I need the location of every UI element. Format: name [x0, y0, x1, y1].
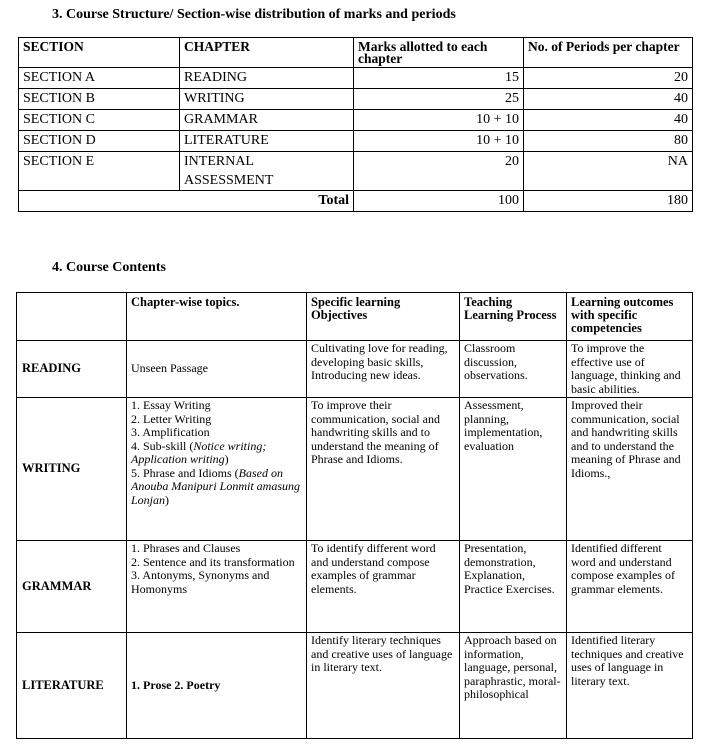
table-row	[19, 68, 693, 89]
table-row	[17, 341, 693, 398]
topic-text-italic: Notice writing; Application writing	[131, 438, 267, 466]
chapter-line: INTERNAL	[184, 154, 254, 169]
topics-cell: 1. Prose 2. Poetry	[127, 633, 307, 739]
periods-cell: 40	[524, 110, 693, 131]
total-label: Total	[19, 191, 354, 212]
chapter-line: ASSESSMENT	[184, 173, 274, 188]
topic-text: 4. Sub-skill (	[131, 438, 194, 453]
section-cell: SECTION E	[19, 152, 180, 191]
table-row	[19, 131, 693, 152]
chapter-cell: GRAMMAR	[180, 110, 354, 131]
table-header-row	[17, 293, 693, 341]
table-row	[17, 633, 693, 739]
column-header-section: SECTION	[19, 38, 180, 68]
chapter-cell: WRITING	[180, 89, 354, 110]
periods-cell: 20	[524, 68, 693, 89]
objectives-cell: Identify literary techniques and creative uses of language in literary text.	[307, 633, 460, 739]
column-header-marks: Marks allotted to each chapter	[354, 38, 524, 68]
chapter-cell	[180, 152, 354, 191]
marks-cell: 10 + 10	[354, 110, 524, 131]
total-marks: 100	[354, 191, 524, 212]
periods-cell: NA	[524, 152, 693, 191]
total-row	[19, 191, 693, 212]
objectives-cell: To identify different word and understand compose examples of grammar elements.	[307, 541, 460, 633]
table-row	[19, 110, 693, 131]
topic-item: 3. Antonyms, Synonyms and Homonyms	[131, 568, 270, 596]
column-header-chapter: CHAPTER	[180, 38, 354, 68]
section-label-literature: LITERATURE	[17, 633, 127, 739]
table-row	[17, 541, 693, 633]
table-row	[19, 152, 693, 191]
topic-item	[131, 467, 302, 508]
process-cell: Assessment, planning, implementation, evaluation	[460, 398, 567, 541]
topics-cell	[127, 541, 307, 633]
section-cell: SECTION B	[19, 89, 180, 110]
table-header-row	[19, 38, 693, 68]
column-header-process: Teaching Learning Process	[460, 293, 567, 341]
column-header-blank	[17, 293, 127, 341]
marks-cell: 10 + 10	[354, 131, 524, 152]
topic-text-italic: Based on Anouba Manipuri Lonmit amasung Lonjan	[131, 465, 301, 507]
column-header-periods: No. of Periods per chapter	[524, 38, 693, 68]
column-header-outcomes: Learning outcomes with specific competencies	[567, 293, 693, 341]
section-cell: SECTION C	[19, 110, 180, 131]
table-row	[17, 398, 693, 541]
outcomes-cell: Identified different word and understand compose examples of grammar elements.	[567, 541, 693, 633]
column-header-topics: Chapter-wise topics.	[127, 293, 307, 341]
periods-cell: 80	[524, 131, 693, 152]
total-periods: 180	[524, 191, 693, 212]
section-3-heading: 3. Course Structure/ Section-wise distribution of marks and periods	[52, 7, 456, 22]
section-4-heading: 4. Course Contents	[52, 260, 166, 275]
periods-cell: 40	[524, 89, 693, 110]
section-cell: SECTION D	[19, 131, 180, 152]
outcomes-cell: Improved their communication, social and handwriting skills and to understand the meaning of Phrase and Idioms.,	[567, 398, 693, 541]
section-label-grammar: GRAMMAR	[17, 541, 127, 633]
topics-cell: Unseen Passage	[127, 341, 307, 398]
topic-item: 1. Phrases and Clauses	[131, 541, 241, 555]
objectives-cell: Cultivating love for reading, developing basic skills, Introducing new ideas.	[307, 341, 460, 398]
marks-cell: 20	[354, 152, 524, 191]
chapter-cell: READING	[180, 68, 354, 89]
topic-item	[131, 440, 302, 467]
course-structure-table	[18, 37, 693, 212]
process-cell: Classroom discussion, observations.	[460, 341, 567, 398]
objectives-cell: To improve their communication, social and handwriting skills and to understand the meaning of Phrase and Idioms.	[307, 398, 460, 541]
chapter-cell: LITERATURE	[180, 131, 354, 152]
topics-cell	[127, 398, 307, 541]
topic-item: 2. Letter Writing	[131, 411, 212, 426]
topic-item: 3. Amplification	[131, 425, 210, 439]
marks-cell: 15	[354, 68, 524, 89]
topic-text: )	[224, 452, 229, 466]
section-cell: SECTION A	[19, 68, 180, 89]
outcomes-cell: Identified literary techniques and creative uses of language in literary text.	[567, 633, 693, 739]
topic-text: )	[165, 492, 170, 507]
course-contents-table	[16, 292, 693, 739]
marks-cell: 25	[354, 89, 524, 110]
topic-text: 5. Phrase and Idioms (	[131, 465, 239, 480]
outcomes-cell: To improve the effective use of language, thinking and basic abilities.	[567, 341, 693, 398]
section-label-reading: READING	[17, 341, 127, 398]
table-row	[19, 89, 693, 110]
section-label-writing: WRITING	[17, 398, 127, 541]
column-header-objectives: Specific learning Objectives	[307, 293, 460, 341]
topic-item: 2. Sentence and its transformation	[131, 554, 295, 569]
process-cell: Approach based on information, language, personal, paraphrastic, moral-philosophical	[460, 633, 567, 739]
topic-item: 1. Essay Writing	[131, 398, 211, 412]
process-cell: Presentation, demonstration, Explanation, Practice Exercises.	[460, 541, 567, 633]
